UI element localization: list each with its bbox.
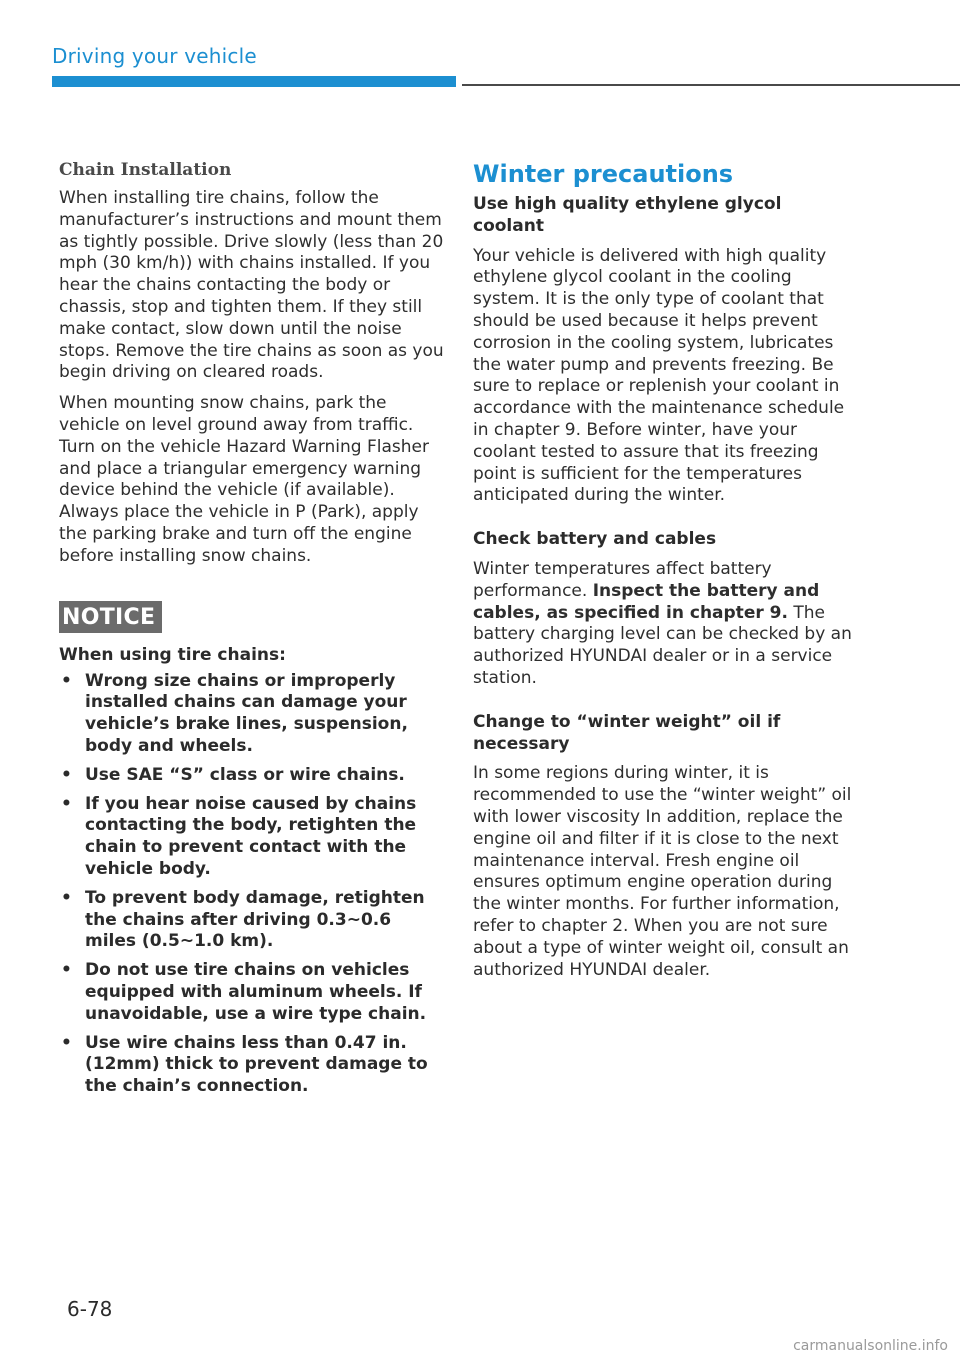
coolant-paragraph: Your vehicle is delivered with high quality ethylene glycol coolant in the cooling system. It is the only type of coolant that should be used because it helps prevent corrosion in the cooling system, lubricates the water pump and prevents freezing. Be sure to replace or replenish your coolant in accordance with the maintenance schedule in chapter 9. Before winter, have your coolant tested to assure that its freezing point is sufficient for the temperatures anticipated during the winter. [473,245,845,506]
notice-list-item [59,960,444,1025]
battery-paragraph [473,559,858,690]
notice-list-item [59,1033,444,1098]
bullet-icon: • [61,764,72,785]
chain-installation-paragraph-1: When installing tire chains, follow the manufacturer’s instructions and mount them as tightly possible. Drive slowly (less than 20 mph (30 km/h)) with chains installed. If you hear the chains contacting the body or chassis, stop and tighten them. If they still make contact, slow down until the noise stops. Remove the tire chains as soon as you begin driving on cleared roads. [59,188,444,383]
section-header-title: Driving your vehicle [52,44,257,68]
notice-item-text: Use wire chains less than 0.47 in. (12mm) thick to prevent damage to the chain’s connection. [85,1032,428,1097]
bullet-icon: • [61,960,72,981]
notice-list-item [59,765,444,787]
site-watermark: carmanualsonline.info [793,1338,948,1354]
notice-item-text: Use SAE “S” class or wire chains. [85,764,405,785]
battery-text-emphasis: Inspect the battery and cables, as specified in chapter 9. [473,580,820,623]
bullet-icon: • [61,1032,72,1053]
notice-item-text: If you hear noise caused by chains contacting the body, retighten the chain to prevent contact with the vehicle body. [85,793,417,879]
battery-heading: Check battery and cables [473,529,717,550]
header-rule [462,84,960,86]
winter-precautions-title: Winter precautions [473,160,734,188]
bullet-icon: • [61,670,72,691]
chain-installation-heading: Chain Installation [59,160,232,180]
notice-list [59,671,444,1098]
coolant-heading: Use high quality ethylene glycol coolant [473,194,782,236]
notice-heading: When using tire chains: [59,644,286,665]
battery-text-intro: Winter temperatures affect battery performance. [473,558,772,601]
notice-item-text: Do not use tire chains on vehicles equipped with aluminum wheels. If unavoidable, use a wire type chain. [85,960,427,1024]
notice-item-text: Wrong size chains or improperly installed chains can damage your vehicle’s brake lines, suspension, body and wheels. [85,670,408,756]
notice-list-item [59,888,444,953]
left-column [59,160,444,1105]
oil-heading: Change to “winter weight” oil if necessary [473,711,781,754]
bullet-icon: • [61,793,72,814]
notice-list-item [59,794,444,881]
chain-installation-paragraph-2: When mounting snow chains, park the vehicle on level ground away from traffic. Turn on the vehicle Hazard Warning Flasher and place a triangular emergency warning device behind the vehicle (if available). Always place the vehicle in P (Park), apply the parking brake and turn off the engine before installing snow chains. [59,393,429,566]
notice-list-item [59,671,444,758]
oil-paragraph: In some regions during winter, it is recommended to use the “winter weight” oil with lower viscosity In addition, replace the engine oil and filter if it is close to the next maintenance interval. Fresh engine oil ensures optimum engine operation during the winter months. For further information, refer to chapter 2. When you are not sure about a type of winter weight oil, consult an authorized HYUNDAI dealer. [473,763,852,980]
notice-item-text: To prevent body damage, retighten the chains after driving 0.3~0.6 miles (0.5~1.0 km). [85,887,425,952]
page-number: 6-78 [67,1297,113,1321]
header-accent-bar [52,76,456,87]
notice-badge: NOTICE [59,601,162,633]
battery-text-rest: The battery charging level can be checked by an authorized HYUNDAI dealer or in a service station. [473,602,852,688]
right-column [473,160,858,990]
bullet-icon: • [61,887,72,908]
